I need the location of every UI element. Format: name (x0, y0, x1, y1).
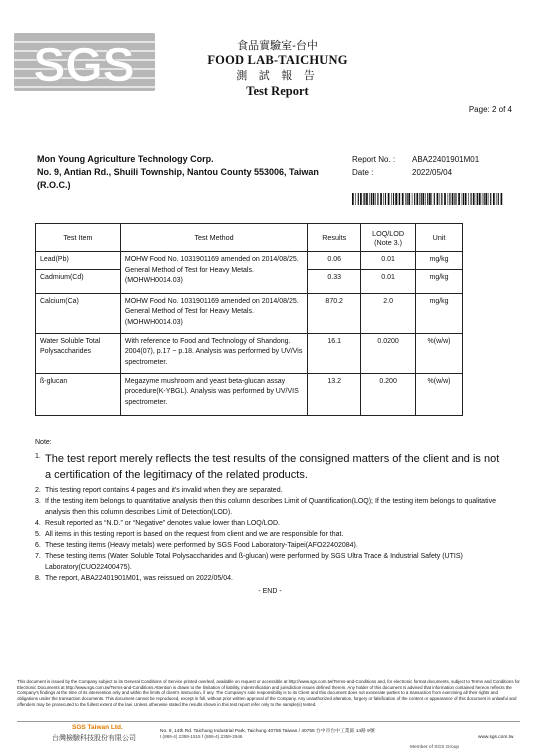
client-address-line1: No. 9, Antian Rd., Shuili Township, Nantou County 553006, Taiwan (37, 167, 319, 177)
note-item: 1. The test report merely reflects the test results of the consigned matters of the client and is not a certification of the legitimacy of the related products. (35, 453, 500, 481)
lab-header (190, 38, 365, 99)
cell-result: 16.1 (308, 333, 361, 373)
report-no-value: ABA22401901M01 (412, 155, 480, 164)
report-no-label: Report No. : (352, 155, 396, 164)
note-item: 8. The report, ABA22401901M01, was reissued on 2022/05/04. (35, 575, 233, 582)
cell-result: 0.06 (308, 252, 361, 270)
header-results: Results (308, 224, 361, 252)
client-block (37, 153, 319, 192)
cell-unit: %(w/w) (416, 373, 463, 415)
cell-method: With reference to Food and Technology of Shandong. 2004(07), p.17 ~ p.18. Analysis was performed by UV/Vis spectrometer. (120, 333, 307, 373)
cell-item: Lead(Pb) (36, 252, 121, 270)
client-address-line2: (R.O.C.) (37, 180, 71, 190)
end-mark: - END - (258, 588, 282, 595)
cell-loq: 0.01 (361, 252, 416, 270)
cell-result: 0.33 (308, 269, 361, 293)
report-title-cn: 測 試 報 告 (236, 69, 319, 82)
cell-item: Calcium(Ca) (36, 293, 121, 333)
cell-method: MOHW Food No. 1031901169 amended on 2014/08/25. General Method of Test for Heavy Metals.(MOHWH0014.03) (120, 252, 307, 294)
note-item: 5. All items in this testing report is based on the request from client and we are responsible for that. (35, 531, 344, 538)
legal-disclaimer: This document is issued by the Company subject to its General Conditions of Service printed overleaf, available on request or accessible at http://www.sgs.com.tw/Terms-and-Conditions and, for electronic format documents, subject to Terms and Conditions for Electronic Documents at http://www.sgs.com.tw/Terms-and-Conditions Attention is drawn to the limitation of liability, indemnification and jurisdiction issues defined therein. Any holder of this document is advised that information contained hereon reflects the Company's findings at the time of its intervention only and within the limits of client's instruction, if any. The Company's sole responsibility is to its Client and this document does not exonerate parties to a transaction from exercising all their rights and obligations under the transaction documents. This document cannot be reproduced, except in full, without prior written approval of the Company. Any unauthorized alteration, forgery or falsification of the content or appearance of this document is unlawful and offenders may be prosecuted to the fullest extent of the law. Unless otherwise stated the results shown in this test report refer only to the sample(s) tested. (17, 679, 520, 707)
footer-address: No. 9, 14th Rd. Taichung Industrial Park, Taichung 40755 Taiwan / 40755 台中市台中工業區 14路 9號 (160, 729, 375, 734)
notes-section (35, 437, 505, 597)
header-test-method: Test Method (120, 224, 307, 252)
cell-method: MOHW Food No. 1031901169 amended on 2014/08/25. General Method of Test for Heavy Metals.(MOHWH0014.03) (120, 293, 307, 333)
header-loq: LOQ/LOD (Note 3.) (361, 224, 416, 252)
header-unit: Unit (416, 224, 463, 252)
note-item: 2. This testing report contains 4 pages and it's invalid when they are separated. (35, 487, 283, 494)
results-table (35, 223, 463, 416)
table-row (36, 333, 463, 373)
note-item: 3. If the testing item belongs to quantitative analysis then this column describes Limit of Quantification(LOQ); If the testing item belongs to qualitative analysis then this column describes Limit of Detection(LOD). (35, 498, 496, 516)
cell-unit: mg/kg (416, 252, 463, 270)
footer-company-name-cn: 台灣檢驗科技股份有限公司 (52, 734, 136, 742)
note-item: 4. Result reported as “N.D.” or “Negative” denotes value lower than LOQ/LOD. (35, 520, 280, 527)
note-item: 7. These testing items (Water Soluble Total Polysaccharides and ß-glucan) were performed by SGS Ultra Trace & Industrial Safety (UTIS) Laboratory(CUO22400475). (35, 553, 463, 571)
header-test-item: Test Item (36, 224, 121, 252)
cell-loq: 0.01 (361, 269, 416, 293)
cell-item: ß-glucan (36, 373, 121, 415)
cell-item: Water Soluble Total Polysaccharides (36, 333, 121, 373)
cell-unit: mg/kg (416, 269, 463, 293)
page-number: Page: 2 of 4 (468, 105, 512, 114)
cell-method: Megazyme mushroom and yeast beta-glucan assay procedure(K-YBGL). Analysis was performed by UV/VIS spectrometer. (120, 373, 307, 415)
footer-member: Member of SGS Group (410, 745, 460, 750)
footer-divider (17, 721, 520, 722)
report-meta (352, 153, 479, 179)
lab-name-cn: 食品實驗室-台中 (237, 39, 318, 52)
cell-item: Cadmium(Cd) (36, 269, 121, 293)
sgs-logo (14, 33, 155, 91)
table-header-row (36, 224, 463, 252)
lab-name-en: FOOD LAB-TAICHUNG (207, 53, 348, 67)
report-date-label: Date : (352, 168, 374, 177)
cell-unit: %(w/w) (416, 333, 463, 373)
logo-text: SGS (33, 39, 135, 91)
cell-result: 870.2 (308, 293, 361, 333)
report-title-en: Test Report (246, 84, 309, 98)
cell-result: 13.2 (308, 373, 361, 415)
footer-phone: t (886-4) 2359-1515 f (886-4) 2359-2946 (160, 734, 243, 739)
note-item: 6. These testing items (Heavy metals) were performed by SGS Food Laboratory-Taipei(AFO22402084). (35, 542, 358, 549)
table-row (36, 293, 463, 333)
cell-loq: 2.0 (361, 293, 416, 333)
footer-company-name: SGS Taiwan Ltd. (72, 724, 123, 731)
table-row (36, 373, 463, 415)
cell-loq: 0.200 (361, 373, 416, 415)
cell-unit: mg/kg (416, 293, 463, 333)
cell-loq: 0.0200 (361, 333, 416, 373)
barcode (352, 193, 504, 205)
client-name: Mon Young Agriculture Technology Corp. (37, 154, 214, 164)
notes-heading: Note: (35, 439, 52, 446)
report-date-value: 2022/05/04 (412, 168, 453, 177)
footer-url: www.sgs.com.tw (478, 735, 514, 740)
